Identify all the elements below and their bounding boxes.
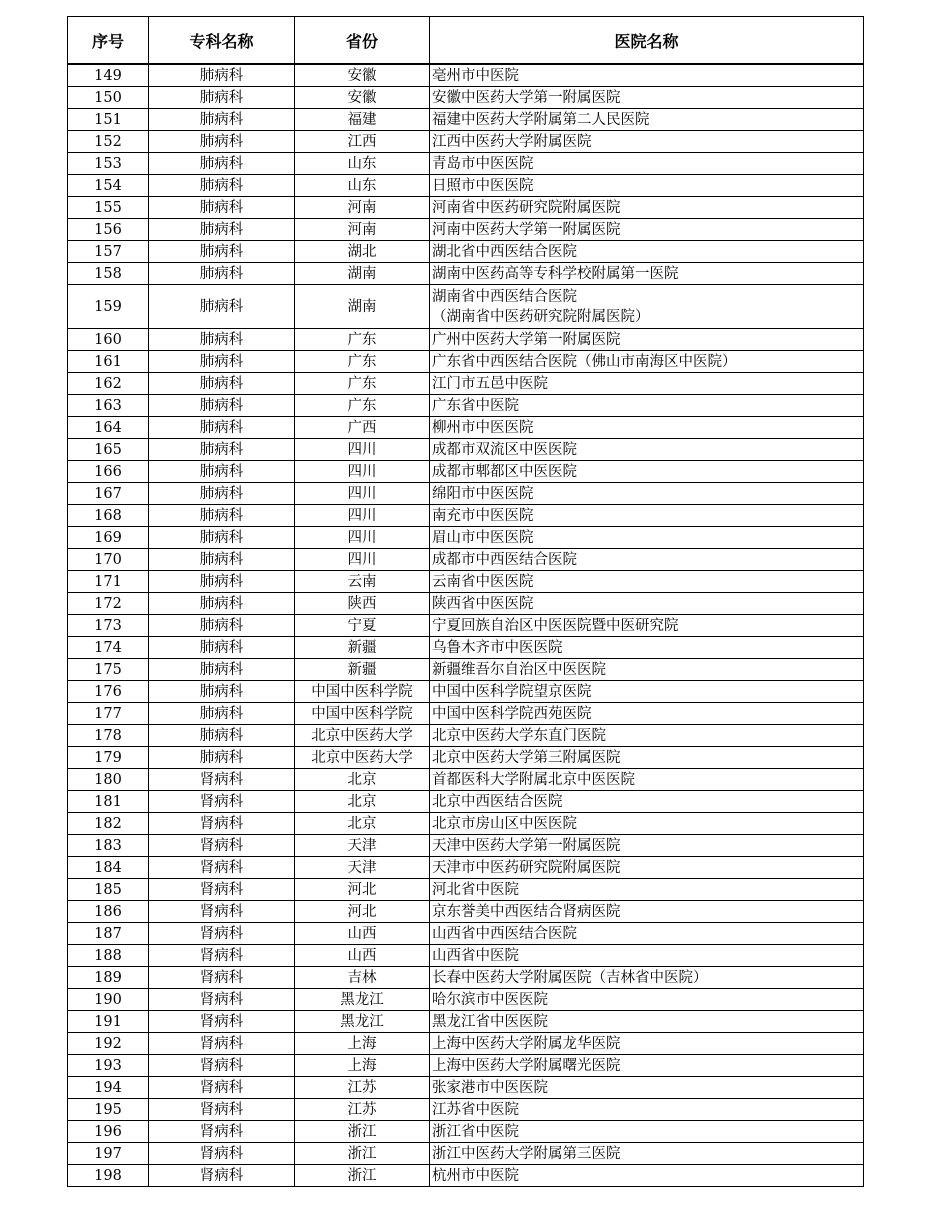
cell-index: 151 (68, 109, 149, 131)
cell-index: 197 (68, 1143, 149, 1165)
cell-hospital: 首都医科大学附属北京中医医院 (430, 769, 864, 791)
cell-specialty: 肾病科 (149, 835, 295, 857)
cell-specialty: 肺病科 (149, 505, 295, 527)
cell-specialty: 肺病科 (149, 87, 295, 109)
cell-specialty: 肾病科 (149, 1077, 295, 1099)
cell-index: 189 (68, 967, 149, 989)
cell-hospital: 北京中医药大学第三附属医院 (430, 747, 864, 769)
cell-specialty: 肺病科 (149, 439, 295, 461)
cell-specialty: 肾病科 (149, 769, 295, 791)
cell-hospital: 江苏省中医院 (430, 1099, 864, 1121)
cell-province: 北京 (295, 813, 430, 835)
cell-province: 湖南 (295, 285, 430, 329)
cell-index: 156 (68, 219, 149, 241)
cell-specialty: 肺病科 (149, 659, 295, 681)
cell-province: 宁夏 (295, 615, 430, 637)
cell-hospital: 湖南中医药高等专科学校附属第一医院 (430, 263, 864, 285)
table-row (68, 439, 864, 461)
cell-province: 北京 (295, 769, 430, 791)
cell-index: 198 (68, 1165, 149, 1187)
table-row (68, 527, 864, 549)
cell-hospital: 成都市郫都区中医医院 (430, 461, 864, 483)
cell-index: 152 (68, 131, 149, 153)
cell-province: 黑龙江 (295, 989, 430, 1011)
cell-index: 169 (68, 527, 149, 549)
cell-specialty: 肺病科 (149, 417, 295, 439)
cell-hospital: 京东誉美中西医结合肾病医院 (430, 901, 864, 923)
cell-province: 安徽 (295, 64, 430, 87)
cell-hospital: 长春中医药大学附属医院（吉林省中医院） (430, 967, 864, 989)
cell-province: 河南 (295, 197, 430, 219)
cell-specialty: 肾病科 (149, 989, 295, 1011)
cell-index: 196 (68, 1121, 149, 1143)
cell-province: 四川 (295, 527, 430, 549)
cell-hospital: 湖北省中西医结合医院 (430, 241, 864, 263)
table-row (68, 967, 864, 989)
cell-index: 194 (68, 1077, 149, 1099)
table-row (68, 263, 864, 285)
cell-province: 安徽 (295, 87, 430, 109)
cell-specialty: 肺病科 (149, 109, 295, 131)
table-row (68, 109, 864, 131)
table-row (68, 923, 864, 945)
cell-specialty: 肾病科 (149, 791, 295, 813)
table-row (68, 483, 864, 505)
cell-province: 四川 (295, 439, 430, 461)
cell-hospital: 杭州市中医院 (430, 1165, 864, 1187)
cell-index: 168 (68, 505, 149, 527)
cell-specialty: 肾病科 (149, 1011, 295, 1033)
cell-province: 广东 (295, 395, 430, 417)
cell-specialty: 肺病科 (149, 571, 295, 593)
cell-specialty: 肺病科 (149, 549, 295, 571)
cell-index: 157 (68, 241, 149, 263)
cell-index: 191 (68, 1011, 149, 1033)
table-row (68, 197, 864, 219)
cell-hospital: 南充市中医医院 (430, 505, 864, 527)
cell-specialty: 肺病科 (149, 175, 295, 197)
cell-hospital: 青岛市中医医院 (430, 153, 864, 175)
table-row (68, 64, 864, 87)
cell-province: 北京中医药大学 (295, 747, 430, 769)
cell-hospital: 中国中医科学院西苑医院 (430, 703, 864, 725)
cell-specialty: 肺病科 (149, 593, 295, 615)
cell-index: 195 (68, 1099, 149, 1121)
cell-province: 湖北 (295, 241, 430, 263)
table-row (68, 395, 864, 417)
cell-specialty: 肺病科 (149, 241, 295, 263)
cell-index: 164 (68, 417, 149, 439)
table-row (68, 285, 864, 329)
cell-province: 河北 (295, 901, 430, 923)
table-row (68, 879, 864, 901)
cell-index: 172 (68, 593, 149, 615)
cell-specialty: 肺病科 (149, 285, 295, 329)
cell-hospital: 上海中医药大学附属龙华医院 (430, 1033, 864, 1055)
cell-specialty: 肾病科 (149, 901, 295, 923)
cell-specialty: 肺病科 (149, 725, 295, 747)
table-row (68, 373, 864, 395)
cell-specialty: 肺病科 (149, 681, 295, 703)
table-row (68, 1143, 864, 1165)
table-row (68, 989, 864, 1011)
table-row (68, 857, 864, 879)
cell-hospital: 宁夏回族自治区中医医院暨中医研究院 (430, 615, 864, 637)
table-row (68, 571, 864, 593)
cell-index: 150 (68, 87, 149, 109)
table-body (68, 64, 864, 1187)
cell-specialty: 肺病科 (149, 483, 295, 505)
cell-hospital: 河南中医药大学第一附属医院 (430, 219, 864, 241)
cell-province: 天津 (295, 857, 430, 879)
cell-hospital: 眉山市中医医院 (430, 527, 864, 549)
cell-specialty: 肾病科 (149, 1033, 295, 1055)
table-row (68, 351, 864, 373)
table-row (68, 1121, 864, 1143)
cell-specialty: 肺病科 (149, 329, 295, 351)
table-row (68, 1099, 864, 1121)
cell-province: 山东 (295, 175, 430, 197)
cell-hospital: 河南省中医药研究院附属医院 (430, 197, 864, 219)
table-row (68, 219, 864, 241)
table-row (68, 769, 864, 791)
cell-hospital: 张家港市中医医院 (430, 1077, 864, 1099)
cell-index: 170 (68, 549, 149, 571)
cell-index: 182 (68, 813, 149, 835)
cell-index: 179 (68, 747, 149, 769)
table-row (68, 725, 864, 747)
table-row (68, 813, 864, 835)
cell-province: 广西 (295, 417, 430, 439)
table-row (68, 681, 864, 703)
table-row (68, 791, 864, 813)
cell-index: 193 (68, 1055, 149, 1077)
cell-hospital: 哈尔滨市中医医院 (430, 989, 864, 1011)
cell-province: 四川 (295, 549, 430, 571)
cell-hospital: 浙江中医药大学附属第三医院 (430, 1143, 864, 1165)
table-row (68, 1033, 864, 1055)
cell-hospital: 成都市双流区中医医院 (430, 439, 864, 461)
cell-specialty: 肺病科 (149, 373, 295, 395)
table-row (68, 1077, 864, 1099)
cell-province: 浙江 (295, 1121, 430, 1143)
table-row (68, 703, 864, 725)
cell-hospital: 中国中医科学院望京医院 (430, 681, 864, 703)
cell-hospital: 上海中医药大学附属曙光医院 (430, 1055, 864, 1077)
cell-specialty: 肾病科 (149, 1099, 295, 1121)
cell-hospital: 日照市中医医院 (430, 175, 864, 197)
table-row (68, 131, 864, 153)
cell-index: 183 (68, 835, 149, 857)
cell-province: 山西 (295, 923, 430, 945)
cell-specialty: 肺病科 (149, 64, 295, 87)
table-row (68, 901, 864, 923)
table-row (68, 659, 864, 681)
cell-index: 190 (68, 989, 149, 1011)
cell-index: 181 (68, 791, 149, 813)
cell-hospital: 北京市房山区中医医院 (430, 813, 864, 835)
cell-specialty: 肾病科 (149, 967, 295, 989)
hospital-table (67, 16, 864, 1187)
cell-index: 155 (68, 197, 149, 219)
cell-province: 上海 (295, 1033, 430, 1055)
table-row (68, 835, 864, 857)
cell-province: 北京中医药大学 (295, 725, 430, 747)
cell-hospital: 河北省中医院 (430, 879, 864, 901)
cell-province: 福建 (295, 109, 430, 131)
table-row (68, 329, 864, 351)
cell-specialty: 肺病科 (149, 615, 295, 637)
cell-specialty: 肾病科 (149, 945, 295, 967)
cell-specialty: 肺病科 (149, 197, 295, 219)
cell-hospital: 北京中医药大学东直门医院 (430, 725, 864, 747)
cell-province: 广东 (295, 373, 430, 395)
cell-index: 149 (68, 64, 149, 87)
cell-hospital: 江西中医药大学附属医院 (430, 131, 864, 153)
cell-hospital: 湖南省中西医结合医院 （湖南省中医药研究院附属医院） (430, 285, 864, 329)
cell-hospital: 成都市中西医结合医院 (430, 549, 864, 571)
cell-index: 154 (68, 175, 149, 197)
cell-hospital: 绵阳市中医医院 (430, 483, 864, 505)
cell-specialty: 肺病科 (149, 461, 295, 483)
cell-specialty: 肾病科 (149, 1055, 295, 1077)
cell-index: 167 (68, 483, 149, 505)
table-row (68, 549, 864, 571)
cell-specialty: 肺病科 (149, 527, 295, 549)
cell-specialty: 肾病科 (149, 813, 295, 835)
cell-specialty: 肺病科 (149, 395, 295, 417)
cell-province: 浙江 (295, 1165, 430, 1187)
table-row (68, 175, 864, 197)
cell-hospital: 山西省中西医结合医院 (430, 923, 864, 945)
cell-index: 166 (68, 461, 149, 483)
cell-province: 广东 (295, 351, 430, 373)
cell-specialty: 肺病科 (149, 747, 295, 769)
cell-specialty: 肺病科 (149, 263, 295, 285)
cell-hospital: 广东省中西医结合医院（佛山市南海区中医院） (430, 351, 864, 373)
cell-index: 158 (68, 263, 149, 285)
cell-index: 177 (68, 703, 149, 725)
cell-index: 161 (68, 351, 149, 373)
cell-index: 192 (68, 1033, 149, 1055)
cell-province: 吉林 (295, 967, 430, 989)
cell-province: 江苏 (295, 1099, 430, 1121)
cell-specialty: 肺病科 (149, 153, 295, 175)
table-row (68, 747, 864, 769)
table-row (68, 615, 864, 637)
header-index: 序号 (68, 17, 149, 65)
cell-province: 北京 (295, 791, 430, 813)
table-row (68, 153, 864, 175)
cell-index: 180 (68, 769, 149, 791)
cell-index: 184 (68, 857, 149, 879)
table-row (68, 461, 864, 483)
cell-hospital: 新疆维吾尔自治区中医医院 (430, 659, 864, 681)
cell-province: 江苏 (295, 1077, 430, 1099)
cell-hospital: 亳州市中医院 (430, 64, 864, 87)
cell-index: 173 (68, 615, 149, 637)
cell-province: 河北 (295, 879, 430, 901)
cell-province: 上海 (295, 1055, 430, 1077)
cell-specialty: 肾病科 (149, 1143, 295, 1165)
cell-province: 新疆 (295, 659, 430, 681)
cell-province: 湖南 (295, 263, 430, 285)
cell-province: 四川 (295, 461, 430, 483)
table-row (68, 87, 864, 109)
table-row (68, 593, 864, 615)
table-row (68, 417, 864, 439)
cell-hospital: 安徽中医药大学第一附属医院 (430, 87, 864, 109)
cell-hospital: 云南省中医医院 (430, 571, 864, 593)
cell-index: 163 (68, 395, 149, 417)
cell-specialty: 肺病科 (149, 219, 295, 241)
cell-province: 广东 (295, 329, 430, 351)
cell-specialty: 肾病科 (149, 857, 295, 879)
cell-specialty: 肺病科 (149, 703, 295, 725)
cell-specialty: 肺病科 (149, 637, 295, 659)
cell-hospital: 浙江省中医院 (430, 1121, 864, 1143)
table-row (68, 1165, 864, 1187)
cell-hospital: 陕西省中医医院 (430, 593, 864, 615)
cell-index: 178 (68, 725, 149, 747)
cell-hospital: 柳州市中医医院 (430, 417, 864, 439)
header-row (68, 17, 864, 65)
cell-province: 陕西 (295, 593, 430, 615)
header-hospital: 医院名称 (430, 17, 864, 65)
table-row (68, 241, 864, 263)
cell-hospital: 广州中医药大学第一附属医院 (430, 329, 864, 351)
cell-index: 175 (68, 659, 149, 681)
cell-specialty: 肺病科 (149, 131, 295, 153)
cell-province: 江西 (295, 131, 430, 153)
cell-index: 159 (68, 285, 149, 329)
cell-province: 山西 (295, 945, 430, 967)
cell-province: 云南 (295, 571, 430, 593)
cell-hospital: 北京中西医结合医院 (430, 791, 864, 813)
cell-index: 165 (68, 439, 149, 461)
cell-specialty: 肾病科 (149, 879, 295, 901)
cell-specialty: 肾病科 (149, 1165, 295, 1187)
cell-index: 188 (68, 945, 149, 967)
cell-index: 176 (68, 681, 149, 703)
cell-province: 浙江 (295, 1143, 430, 1165)
cell-index: 171 (68, 571, 149, 593)
cell-hospital: 山西省中医院 (430, 945, 864, 967)
cell-hospital: 福建中医药大学附属第二人民医院 (430, 109, 864, 131)
cell-index: 185 (68, 879, 149, 901)
cell-province: 四川 (295, 483, 430, 505)
table-row (68, 1011, 864, 1033)
cell-province: 四川 (295, 505, 430, 527)
cell-hospital: 广东省中医院 (430, 395, 864, 417)
cell-province: 黑龙江 (295, 1011, 430, 1033)
cell-hospital: 乌鲁木齐市中医医院 (430, 637, 864, 659)
cell-province: 中国中医科学院 (295, 681, 430, 703)
cell-index: 186 (68, 901, 149, 923)
cell-index: 174 (68, 637, 149, 659)
cell-specialty: 肾病科 (149, 923, 295, 945)
cell-province: 新疆 (295, 637, 430, 659)
table-row (68, 637, 864, 659)
cell-hospital: 天津市中医药研究院附属医院 (430, 857, 864, 879)
header-province: 省份 (295, 17, 430, 65)
cell-index: 153 (68, 153, 149, 175)
header-specialty: 专科名称 (149, 17, 295, 65)
table-row (68, 1055, 864, 1077)
cell-province: 山东 (295, 153, 430, 175)
cell-specialty: 肾病科 (149, 1121, 295, 1143)
cell-hospital: 天津中医药大学第一附属医院 (430, 835, 864, 857)
table-row (68, 945, 864, 967)
cell-index: 160 (68, 329, 149, 351)
cell-province: 天津 (295, 835, 430, 857)
cell-province: 河南 (295, 219, 430, 241)
cell-index: 187 (68, 923, 149, 945)
cell-specialty: 肺病科 (149, 351, 295, 373)
cell-index: 162 (68, 373, 149, 395)
cell-province: 中国中医科学院 (295, 703, 430, 725)
cell-hospital: 江门市五邑中医院 (430, 373, 864, 395)
cell-hospital: 黑龙江省中医医院 (430, 1011, 864, 1033)
table-row (68, 505, 864, 527)
